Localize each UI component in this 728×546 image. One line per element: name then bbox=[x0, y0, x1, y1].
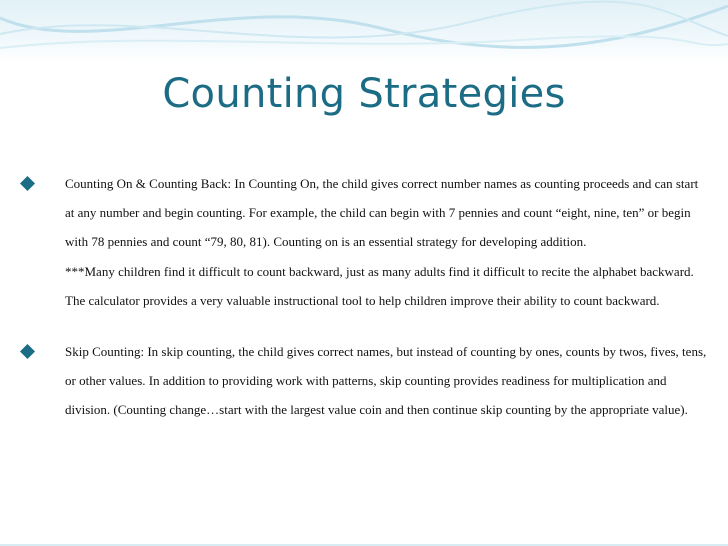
bullet-list bbox=[20, 169, 710, 425]
bullet-paragraph: Skip Counting: In skip counting, the child gives correct names, but instead of counting by ones, counts by twos, fives, tens, or other values. In addition to providing work with patterns, skip counting provides readiness for multiplication and division. (Counting change…start with the largest value coin and then continue skip counting by the appropriate value). bbox=[65, 344, 707, 418]
header-decoration bbox=[0, 0, 728, 62]
diamond-bullet-icon bbox=[20, 344, 35, 359]
page-title: Counting Strategies bbox=[162, 71, 566, 117]
list-item bbox=[20, 337, 710, 425]
list-item bbox=[20, 169, 710, 315]
diamond-bullet-icon bbox=[20, 176, 35, 191]
bullet-paragraph: Counting On & Counting Back: In Counting On, the child gives correct number names as counting proceeds and can start at any number and begin counting. For example, the child can begin with 7 pennies and count “eight, nine, ten” or begin with 78 pennies and count “79, 80, 81). Counting on is an essential strategy for developing addition. bbox=[65, 176, 699, 250]
bullet-paragraph: ***Many children find it difficult to count backward, just as many adults find it difficult to recite the alphabet backward. The calculator provides a very valuable instructional tool to help children improve their ability to count backward. bbox=[65, 263, 694, 308]
